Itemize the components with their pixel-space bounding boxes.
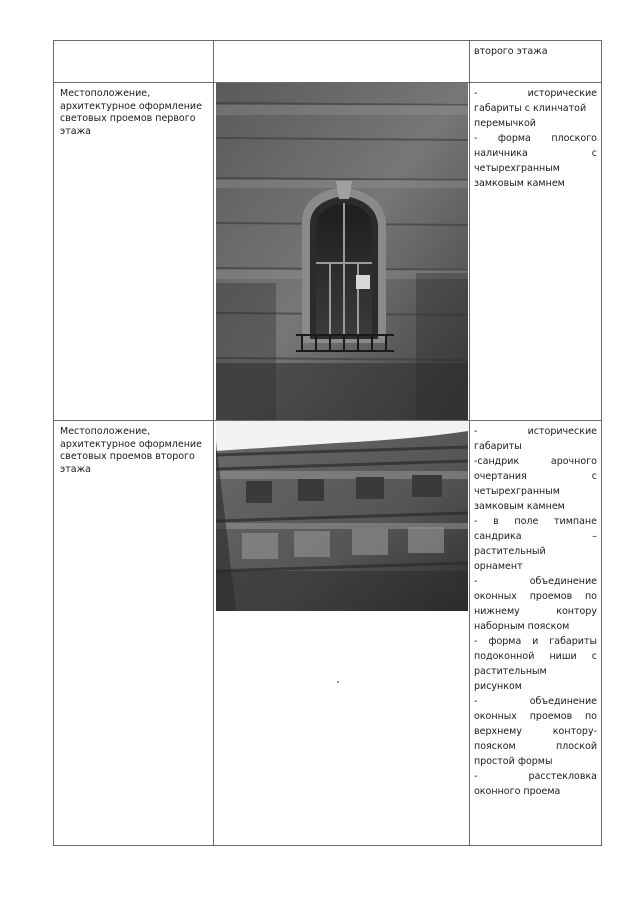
facade-elements-table <box>53 40 602 846</box>
row-label-cell <box>54 41 214 83</box>
second-floor-window-photo <box>216 421 468 611</box>
photo-cell <box>214 41 470 83</box>
row-label-cell <box>54 83 214 421</box>
spec-cell <box>470 421 602 846</box>
scan-speck <box>337 681 339 683</box>
row-label-cell <box>54 421 214 846</box>
row-label: Местоположение, архитектурное оформление световых проемов второго этажа <box>60 426 202 475</box>
photo-cell <box>214 421 470 846</box>
photo-cell <box>214 83 470 421</box>
table-row <box>54 421 602 846</box>
table-row <box>54 83 602 421</box>
window-photo-image <box>216 421 468 611</box>
spec-text: второго этажа <box>474 46 548 57</box>
row-label: Местоположение, архитектурное оформление световых проемов первого этажа <box>60 88 202 137</box>
window-photo-image <box>216 83 468 420</box>
spec-text: - исторические габариты -сандрик арочного очертания с четырехгранным замковым камнем - в поле тимпане сандрика – растительный орнамент - объединение оконных проемов по нижнему контору наборным пояском - форма и габариты подоконной ниши с растительным рисунком - объединение оконных проемов по верхнему контору- пояском плоской простой формы - расстекловка оконного проема <box>474 426 597 797</box>
spec-text: - исторические габариты с клинчатой перемычкой - форма плоского наличника с четырехгранным замковым камнем <box>474 88 597 189</box>
spec-cell <box>470 83 602 421</box>
first-floor-window-photo <box>216 83 468 420</box>
spec-cell <box>470 41 602 83</box>
table-row <box>54 41 602 83</box>
row-label <box>54 41 213 46</box>
